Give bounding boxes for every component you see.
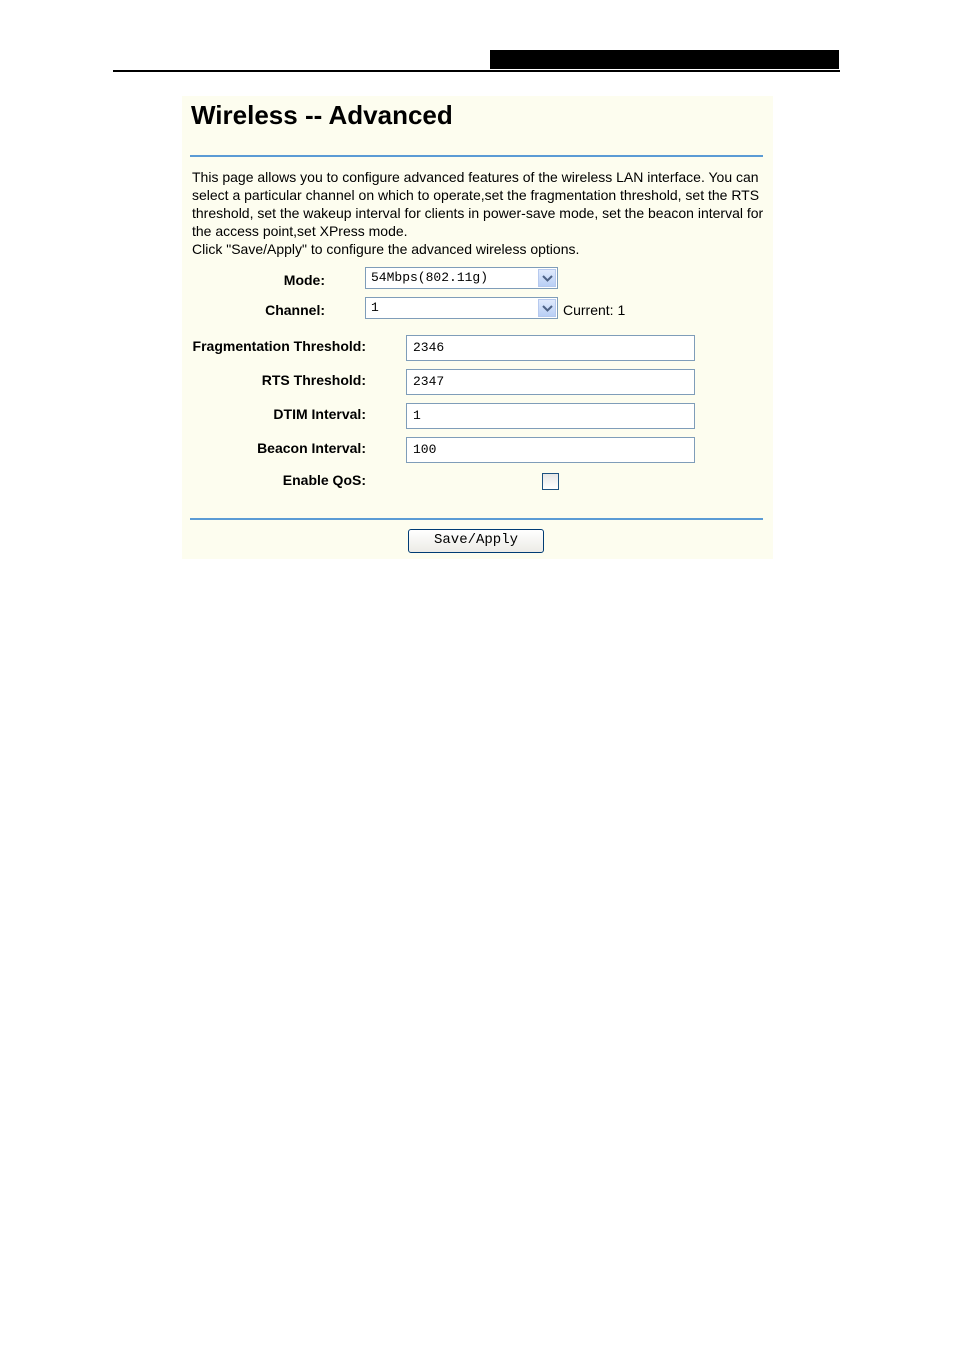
- beacon-interval-input[interactable]: 100: [406, 437, 695, 463]
- wireless-advanced-panel: [182, 96, 773, 559]
- description-instruction: Click "Save/Apply" to configure the advanced wireless options.: [192, 241, 580, 257]
- page-description: [192, 168, 767, 258]
- mode-select-value: 54Mbps(802.11g): [371, 270, 489, 285]
- channel-label: Channel:: [265, 302, 325, 318]
- rts-threshold-input[interactable]: 2347: [406, 369, 695, 395]
- fragmentation-threshold-input[interactable]: 2346: [406, 335, 695, 361]
- mode-label: Mode:: [283, 272, 325, 288]
- document-header-rule: [113, 70, 840, 72]
- document-header-bar: [490, 50, 839, 69]
- top-divider: [190, 155, 763, 157]
- channel-select[interactable]: [365, 297, 558, 319]
- dtim-interval-input[interactable]: 1: [406, 403, 695, 429]
- bottom-divider: [190, 518, 763, 520]
- fragmentation-threshold-label: Fragmentation Threshold:: [192, 338, 366, 354]
- dtim-interval-label: DTIM Interval:: [273, 406, 366, 422]
- description-text: This page allows you to configure advanced features of the wireless LAN interface. You can select a particular channel on which to operate,set the fragmentation threshold, set the RTS threshold, set the wakeup interval for clients in power-save mode, set the beacon interval for the access point,set XPress mode.: [192, 169, 764, 239]
- save-apply-button[interactable]: Save/Apply: [408, 529, 544, 553]
- page-title: Wireless -- Advanced: [191, 100, 453, 130]
- channel-select-value: 1: [371, 300, 379, 315]
- mode-dropdown-button[interactable]: [538, 269, 556, 287]
- enable-qos-checkbox[interactable]: [542, 473, 559, 490]
- enable-qos-label: Enable QoS:: [282, 472, 366, 488]
- chevron-down-icon: [542, 304, 553, 313]
- chevron-down-icon: [542, 274, 553, 283]
- beacon-interval-label: Beacon Interval:: [257, 440, 366, 456]
- current-channel-text: Current: 1: [563, 302, 626, 318]
- rts-threshold-label: RTS Threshold:: [261, 372, 366, 388]
- channel-dropdown-button[interactable]: [538, 299, 556, 317]
- mode-select[interactable]: [365, 267, 558, 289]
